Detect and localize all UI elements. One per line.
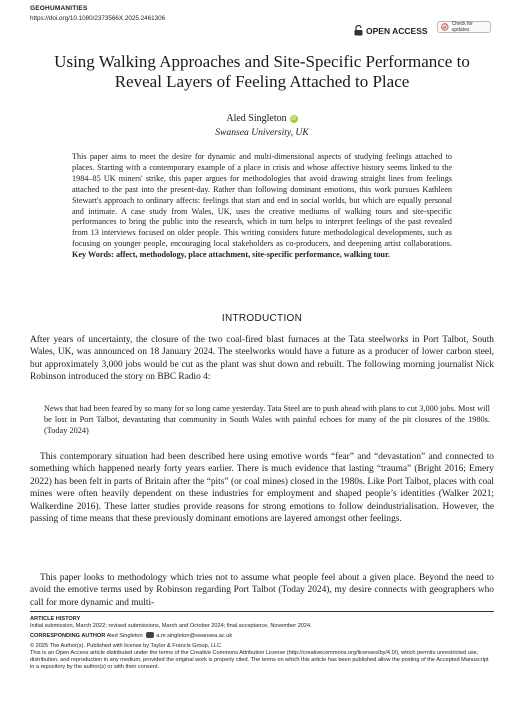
- abstract: [72, 152, 452, 261]
- keywords: affect, methodology, place attachment, site-specific performance, walking tour.: [115, 250, 390, 260]
- author-affiliation: Swansea University, UK: [215, 127, 309, 138]
- email-icon: [146, 632, 154, 638]
- article-history-label: ARTICLE HISTORY: [30, 616, 81, 622]
- license-text: This is an Open Access article distributed under the terms of the Creative Commons Attribution License (http://creativecommons.org/licenses/by/4.0/), which permits unrestricted use, distribution, and reproduction in any medium, provided the original work is properly cited. The terms on which this article has been published allow the posting of the Accepted Manuscript in a repository by the author(s) or with their consent.: [30, 650, 489, 670]
- corresponding-author: [30, 632, 494, 640]
- check-for-updates-button[interactable]: [437, 21, 491, 33]
- corresponding-author-name: Aled Singleton: [106, 633, 143, 639]
- article-title: Using Walking Approaches and Site-Specific Performance to Reveal Layers of Feeling Attached to Place: [54, 52, 470, 91]
- body-paragraph-3: This paper looks to methodology which tries not to assume what people feel about a given place. Beyond the need to avoid the emotive terms used by Robinson regarding Port Talbot (Today 2024), my desire connects with geographers who call for more dynamic and multi-: [30, 573, 494, 608]
- open-lock-icon: [354, 25, 363, 36]
- orcid-icon[interactable]: iD: [291, 116, 296, 122]
- author-name: Aled Singleton: [226, 113, 287, 124]
- footer-divider: [30, 611, 494, 612]
- open-access-badge: [354, 25, 428, 36]
- article-history-text: Initial submission, March 2022; revised submissions, March and October 2024; final acceptance, November 2024.: [30, 623, 312, 629]
- check-updates-icon: [441, 23, 449, 31]
- abstract-text: This paper aims to meet the desire for dynamic and multi-dimensional aspects of studying feelings attached to places. Starting with a contemporary example of a place in crisis and whose affective history seems linked to the 1984–85 UK miners' strike, this paper argues for methodologies that avoid drawing straight lines from feelings attached to the past into the present-day. Rather than following dominant emotions, this work pursues Kathleen Stewart's approach to ordinary affects: feelings that start and end in social worlds, but which are equally personal and intimate. A case study from Wales, UK, uses the creative mediums of walking tours and site-specific performances to bring the public into the research, which in turn helps to interpret feelings of the past revealed from 13 interviews focused on older people. This writing considers future methodological developments, such as focusing on younger people, encouraging local stakeholders as co-producers, and deepening artist collaborations.: [72, 152, 452, 249]
- article-history: [30, 616, 494, 630]
- journal-name: GEOHUMANITIES: [30, 5, 88, 12]
- keywords-label: Key Words:: [72, 250, 114, 260]
- block-quote: News that had been feared by so many for so long came yesterday. Tata Steel are to push ahead with plans to cut 3,000 jobs. Most will be lost in Port Talbot, devastating that community in South Wales with painful echoes for many of the pit closures of the 1980s. (Today 2024): [44, 404, 490, 435]
- corresponding-author-label: CORRESPONDING AUTHOR: [30, 633, 106, 639]
- open-access-label: OPEN ACCESS: [366, 25, 428, 36]
- body-paragraph-1: After years of uncertainty, the closure of the two coal-fired blast furnaces at the Tata steelworks in Port Talbot, South Wales, UK, was announced on 18 January 2024. The steelworks would have a future as a producer of lower carbon steel, but approximately 3,000 jobs would be cut as the plant was shut down and rebuilt. The following morning journalist Nick Robinson introduced the story on BBC Radio 4:: [30, 335, 494, 383]
- corresponding-email[interactable]: a.m.singleton@swansea.ac.uk: [156, 633, 233, 639]
- body-paragraph-2: This contemporary situation had been described here using emotive words “fear” and “devastation” and connected to something which happened nearly forty years earlier. There is much evidence that lasting “trauma” (Bright 2016; Emery 2022) has been felt in parts of Britain after the “pits” (or coal mines) closed in the 1980s. Like Port Talbot, places with coal mines were often heavily dependent on these industries for employment and shaped people’s identities (Walker 2021; Walkerdine 2016). These latter studies provide reasons for strong emotions to follow deindustrialisation. However, the passing of time means that these previously dominant emotions are layered amongst other feelings.: [30, 452, 494, 525]
- check-updates-label: Check for updates: [451, 21, 473, 33]
- section-heading: INTRODUCTION: [221, 313, 303, 324]
- author-line: [0, 113, 524, 124]
- copyright-line: © 2025 The Author(s). Published with license by Taylor & Francis Group, LLC: [30, 643, 222, 649]
- doi-link[interactable]: https://doi.org/10.1080/2373566X.2025.2461306: [30, 15, 166, 22]
